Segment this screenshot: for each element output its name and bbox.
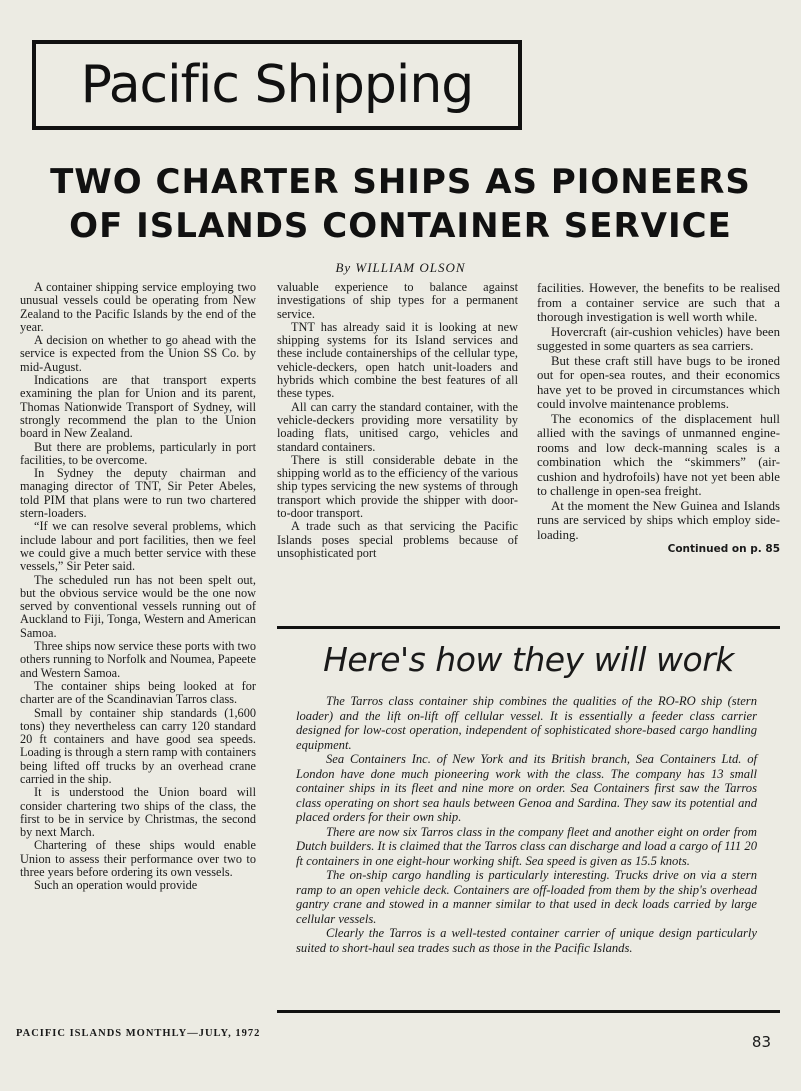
page-number: 83 — [751, 1033, 771, 1051]
headline-line-1: TWO CHARTER SHIPS AS PIONEERS — [50, 162, 751, 202]
article-paragraph: The scheduled run has not been spelt out, but the obvious service would be the one now served by conventional vessels running out of Auckland to Fiji, Tonga, Western and American Samoa. — [20, 572, 256, 640]
article-paragraph: But there are problems, particularly in port facilities, to be overcome. — [20, 439, 256, 467]
article-paragraph: All can carry the standard container, with the vehicle-deckers providing more versatility by loading flats, unitised cargo, vehicles and standard containers. — [277, 399, 518, 454]
article-paragraph: In Sydney the deputy chairman and managing director of TNT, Sir Peter Abeles, told PIM that plans were to run two chartered stern-loaders. — [20, 466, 256, 521]
article-paragraph: At the moment the New Guinea and Islands runs are serviced by ships which employ side-loading. — [537, 498, 780, 542]
sidebar-body — [296, 694, 757, 955]
article-column-2 — [277, 281, 518, 560]
headline-line-2: OF ISLANDS CONTAINER SERVICE — [69, 206, 732, 246]
section-title-box — [32, 40, 522, 130]
sidebar-paragraph: The Tarros class container ship combines the qualities of the RO-RO ship (stern loader) and the lift on-lift off cellular vessel. It is essentially a feeder class carrier designed for low-cost operation, independent of sophisticated shore-based cargo handling equipment. — [296, 694, 757, 752]
article-paragraph: Such an operation would provide — [34, 878, 198, 893]
article-paragraph: A decision on whether to go ahead with the service is expected from the Union SS Co. by mid-August. — [20, 333, 256, 374]
byline: By WILLIAM OLSON — [335, 260, 466, 275]
article-column-3 — [537, 281, 780, 557]
article-paragraph: The economics of the displacement hull allied with the savings of unmanned engine-rooms and low deck-manning scales is a combination which the “skimmers” (air-cushion and hydrofoils) have not yet been able to challenge in open-sea freight. — [537, 411, 780, 498]
section-title: Pacific Shipping — [80, 55, 474, 115]
article-paragraph: TNT has already said it is looking at new shipping systems for its Island services and these include containerships of the cellular type, vehicle-deckers, open hatch unit-loaders and hybrids which combine the best features of all these types. — [277, 319, 518, 401]
article-paragraph: But these craft still have bugs to be ironed out for open-sea routes, and their economics have yet to be proved in circumstances which could involve maintenance problems. — [537, 353, 780, 411]
sidebar-top-rule — [277, 626, 780, 629]
sidebar-paragraph: Sea Containers Inc. of New York and its British branch, Sea Containers Ltd. of London have done much pioneering work with the class. The company has 13 small container ships in its fleet and nine more on order. Sea Containers first saw the Tarros class operating on short sea hauls between Genoa and Sardina. They saw its potential and placed orders for their own ship. — [296, 752, 757, 824]
article-column-1 — [20, 281, 256, 893]
article-paragraph: The container ships being looked at for charter are of the Scandinavian Tarros class. — [20, 678, 256, 707]
continued-link: Continued on p. 85 — [667, 543, 780, 555]
article-paragraph: Three ships now service these ports with two others running to Norfolk and Noumea, Papeete and Western Samoa. — [20, 639, 256, 680]
article-paragraph: Indications are that transport experts examining the plan for Union and its parent, Thomas Nationwide Transport of Sydney, will strongly recommend the plan to the Union board in New Zealand. — [20, 373, 256, 441]
sidebar-paragraph: Clearly the Tarros is a well-tested container carrier of unique design particularly suited to short-haul sea trades such as those in the Pacific Islands. — [296, 926, 757, 955]
article-paragraph: Small by container ship standards (1,600 tons) they nevertheless can carry 120 standard 20 ft containers and have good sea speeds. Loading is through a stern ramp with containers being lifted off trucks by an overhead crane carried in the ship. — [20, 705, 256, 786]
sidebar-bottom-rule — [277, 1010, 780, 1013]
article-paragraph: A container shipping service employing two unusual vessels could be operating from New Zealand to the Pacific Islands by the end of the year. — [20, 280, 256, 334]
article-paragraph: There is still considerable debate in the shipping world as to the efficiency of the various ship types servicing the new systems of through transport which provide the shipper with door-to-door transport. — [277, 452, 518, 521]
article-paragraph: A trade such as that servicing the Pacific Islands poses special problems because of unsophisticated port — [277, 519, 518, 560]
article-paragraph: facilities. However, the benefits to be realised from a container service are such that a thorough investigation is well worth while. — [537, 281, 780, 324]
footer-publication: PACIFIC ISLANDS MONTHLY—JULY, 1972 — [16, 1028, 261, 1039]
article-paragraph: “If we can resolve several problems, which include labour and port facilities, then we feel we could give a much better service with these vessels,” Sir Peter said. — [20, 519, 256, 574]
sidebar-paragraph: The on-ship cargo handling is particularly interesting. Trucks drive on via a stern ramp to an open vehicle deck. Containers are off-loaded from them by the ship's overhead gantry crane and stowed in a manner similar to that used in deck loads carried by large cellular vessels. — [296, 868, 757, 926]
article-paragraph: Hovercraft (air-cushion vehicles) have been suggested in some quarters as sea carriers. — [537, 324, 780, 353]
article-paragraph: valuable experience to balance against investigations of ship types for a permanent service. — [277, 280, 518, 321]
sidebar-paragraph: There are now six Tarros class in the company fleet and another eight on order from Dutch builders. It is claimed that the Tarros class can discharge and load a cargo of 111 20 ft containers in one eight-hour working shift. Sea speed is given as 15.5 knots. — [296, 824, 757, 868]
article-paragraph: Chartering of these ships would enable Union to assess their performance over two to three years before ordering its own vessels. — [20, 838, 256, 880]
article-paragraph: It is understood the Union board will consider chartering two ships of the class, the first to be in service by Christmas, the second by next March. — [20, 785, 256, 840]
headline — [20, 160, 781, 248]
sidebar-title: Here's how they will work — [323, 640, 734, 679]
